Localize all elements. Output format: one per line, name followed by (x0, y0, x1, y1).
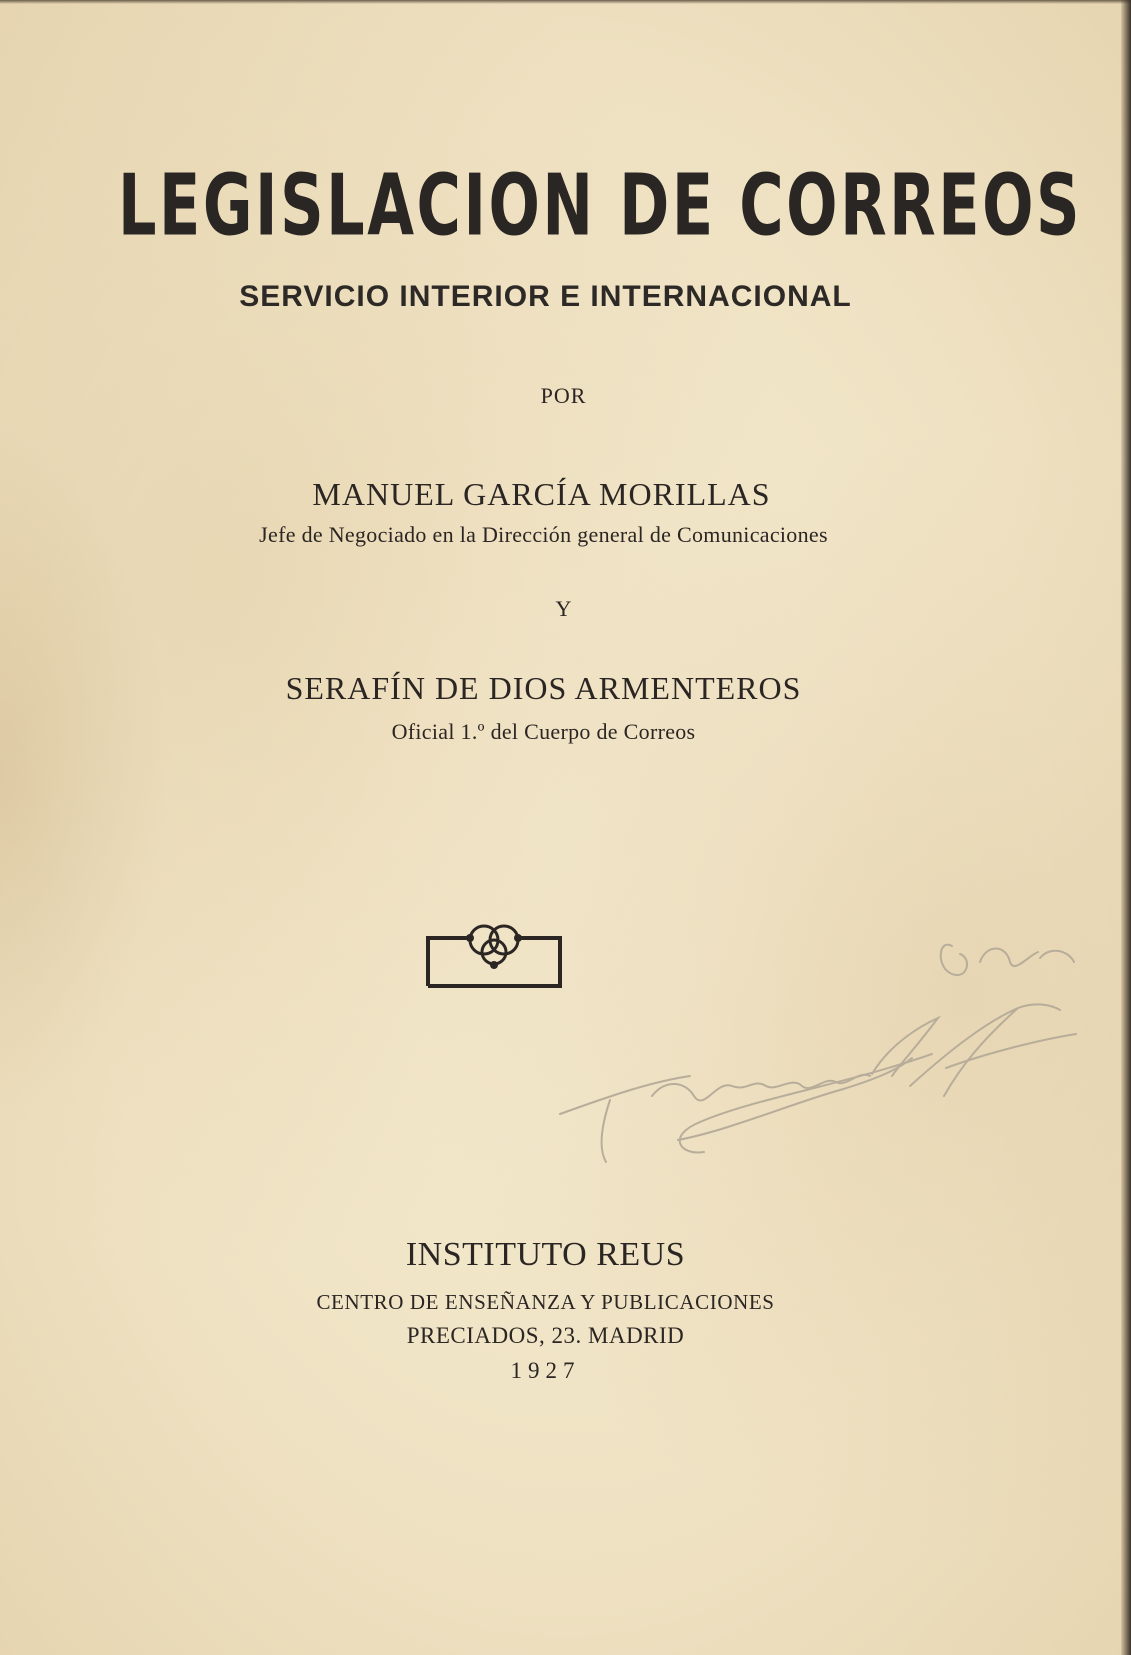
by-label: POR (540, 383, 587, 408)
author-1-name: MANUEL GARCÍA MORILLAS (312, 476, 771, 512)
subtitle: SERVICIO INTERIOR E INTERNACIONAL (239, 280, 852, 313)
main-title: LEGISLACION DE CORREOS (118, 155, 1083, 255)
author-2-name: SERAFÍN DE DIOS ARMENTEROS (285, 670, 802, 706)
author-2-role: Oficial 1.º del Cuerpo de Correos (391, 719, 696, 744)
publisher-description: CENTRO DE ENSEÑANZA Y PUBLICACIONES (316, 1290, 775, 1314)
publisher-address: PRECIADOS, 23. MADRID (406, 1323, 685, 1348)
page-right-edge (1121, 0, 1131, 1655)
publisher-name: INSTITUTO REUS (405, 1236, 686, 1273)
publication-year: 1927 (510, 1358, 581, 1383)
pencil-signature-icon (540, 900, 1100, 1180)
conjunction: Y (555, 596, 572, 621)
author-1-role: Jefe de Negociado en la Dirección general de Comunicaciones (259, 522, 828, 547)
page-top-edge (0, 0, 1131, 4)
